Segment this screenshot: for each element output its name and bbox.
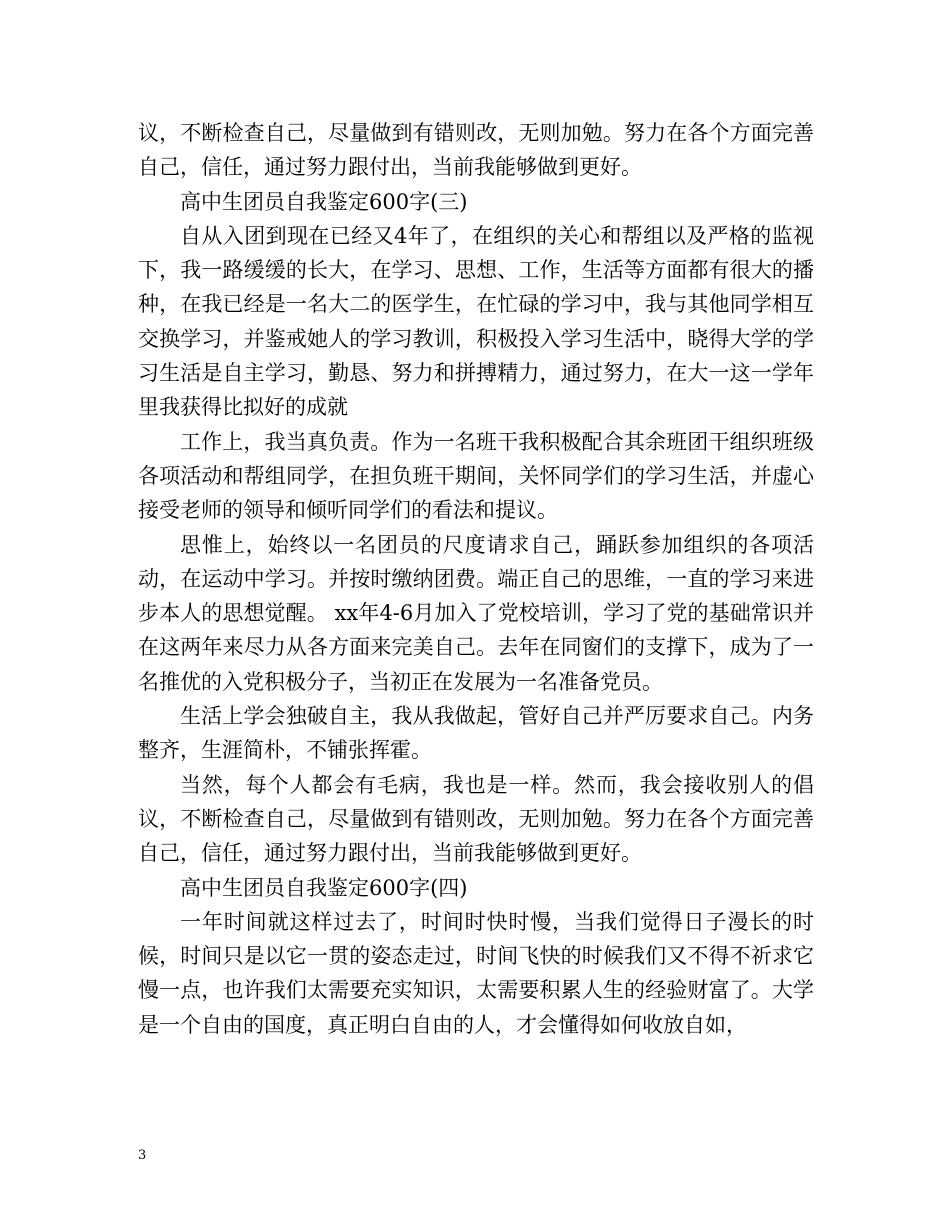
page-body	[138, 116, 814, 1042]
paragraph-life: 生活上学会独破自主，我从我做起，管好自己并严厉要求自己。内务整齐，生涯简朴，不铺张挥霍。	[138, 704, 814, 763]
paragraph-shortcomings: 当然，每个人都会有毛病，我也是一样。然而，我会接收别人的倡议，不断检查自己，尽量做到有错则改，无则加勉。努力在各个方面完善自己，信任，通过努力跟付出，当前我能够做到更好。	[138, 772, 814, 866]
section-heading-four: 高中生团员自我鉴定600字(四)	[180, 875, 468, 900]
section-heading-three: 高中生团员自我鉴定600字(三)	[180, 189, 468, 214]
paragraph-thinking: 思惟上，始终以一名团员的尺度请求自己，踊跃参加组织的各项活动，在运动中学习。并按时缴纳团费。端正自己的思维，一直的学习来进步本人的思想觉醒。 xx年4-6月加入了党校培训，学习了党的基础常识并在这两年来尽力从各方面来完美自己。去年在同窗们的支撑下，成为了一名推优的入党积极分子，当初正在发展为一名准备党员。	[138, 532, 814, 694]
page-number: 3	[138, 1148, 147, 1163]
paragraph-one-year: 一年时间就这样过去了，时间时快时慢，当我们觉得日子漫长的时候，时间只是以它一贯的姿态走过，时间飞快的时候我们又不得不祈求它慢一点，也许我们太需要充实知识，太需要积累人生的经验财富了。大学是一个自由的国度，真正明白自由的人，才会懂得如何收放自如，	[138, 909, 814, 1037]
paragraph-work: 工作上，我当真负责。作为一名班干我积极配合其余班团干组织班级各项活动和帮组同学，在担负班干期间，关怀同学们的学习生活，并虚心接受老师的领导和倾听同学们的看法和提议。	[138, 429, 814, 523]
paragraph-joining-league: 自从入团到现在已经又4年了，在组织的关心和帮组以及严格的监视下，我一路缓缓的长大，在学习、思想、工作，生活等方面都有很大的播种，在我已经是一名大二的医学生，在忙碌的学习中，我与其他同学相互交换学习，并鉴戒她人的学习教训，积极投入学习生活中，晓得大学的学习生活是自主学习，勤恳、努力和拼搏精力，通过努力，在大一这一学年里我获得比拟好的成就	[138, 223, 814, 420]
paragraph-continuation: 议，不断检查自己，尽量做到有错则改，无则加勉。努力在各个方面完善自己，信任，通过努力跟付出，当前我能够做到更好。	[138, 121, 814, 180]
